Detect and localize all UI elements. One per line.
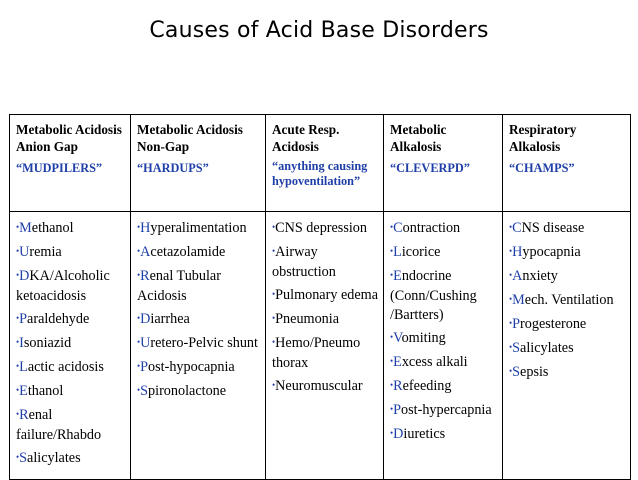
item-text: Pulmonary edema <box>275 287 378 303</box>
list-item <box>137 358 260 378</box>
list-item <box>137 243 260 263</box>
mnemonic-letter: C <box>393 220 403 236</box>
bullet-icon: • <box>16 452 20 462</box>
list-item <box>390 353 497 373</box>
item-text: iuretics <box>403 426 446 442</box>
mnemonic-letter: M <box>512 292 525 308</box>
bullet-icon: • <box>16 246 20 256</box>
item-text: ech. Ventilation <box>524 292 614 308</box>
item-text: alicylates <box>27 450 81 466</box>
mnemonic-letter: R <box>393 378 403 394</box>
bullet-icon: • <box>390 246 394 256</box>
list-item <box>16 382 125 402</box>
list-item <box>390 401 497 421</box>
item-text: araldehyde <box>27 311 90 327</box>
item-text: ontraction <box>402 220 461 236</box>
bullet-icon: • <box>390 428 394 438</box>
item-text: ost-hypocapnia <box>148 359 235 375</box>
bullet-icon: • <box>390 332 394 342</box>
list-item <box>509 291 625 311</box>
list-item <box>390 219 497 239</box>
item-text: Pneumonia <box>275 311 339 327</box>
bullet-icon: • <box>390 356 394 366</box>
mnemonic-letter: C <box>512 220 522 236</box>
bullet-icon: • <box>16 361 20 371</box>
list-item <box>509 339 625 359</box>
bullet-icon: • <box>272 313 276 323</box>
column-mnemonic: “CLEVERPD” <box>390 161 470 175</box>
items-cell <box>10 212 131 480</box>
bullet-icon: • <box>137 246 141 256</box>
list-item <box>390 425 497 445</box>
list-item <box>509 363 625 383</box>
bullet-icon: • <box>272 289 276 299</box>
mnemonic-letter: L <box>19 359 28 375</box>
mnemonic-letter: U <box>140 335 151 351</box>
column-mnemonic: “CHAMPS” <box>509 161 575 175</box>
mnemonic-letter: R <box>19 407 29 423</box>
bullet-icon: • <box>272 246 276 256</box>
header-row <box>10 115 631 212</box>
column-mnemonic: “HARDUPS” <box>137 161 209 175</box>
mnemonic-letter: L <box>393 244 402 260</box>
mnemonic-letter: R <box>140 268 150 284</box>
bullet-icon: • <box>16 270 20 280</box>
item-text: NS disease <box>521 220 585 236</box>
items-cell <box>384 212 503 480</box>
item-text: epsis <box>520 364 549 380</box>
item-text: icorice <box>401 244 441 260</box>
list-item <box>509 267 625 287</box>
items-cell <box>131 212 266 480</box>
mnemonic-letter: S <box>512 340 521 356</box>
bullet-icon: • <box>137 313 141 323</box>
column-title: Metabolic Acidosis Anion Gap <box>16 122 122 154</box>
item-text: cetazolamide <box>150 244 226 260</box>
mnemonic-letter: D <box>393 426 404 442</box>
item-text: actic acidosis <box>27 359 104 375</box>
item-text: Hemo/Pneumo thorax <box>272 335 361 371</box>
item-text: pironolactone <box>148 383 227 399</box>
bullet-icon: • <box>16 337 20 347</box>
list-item <box>16 406 125 445</box>
item-text: ndocrine (Conn/Cushing /Bartters) <box>390 268 477 323</box>
list-item <box>390 377 497 397</box>
bullet-icon: • <box>509 342 513 352</box>
mnemonic-letter: U <box>19 244 30 260</box>
column-title: Acute Resp. Acidosis <box>272 122 340 154</box>
item-text: rogesterone <box>520 316 587 332</box>
list-item <box>137 310 260 330</box>
item-text: efeeding <box>402 378 452 394</box>
items-row <box>10 212 631 480</box>
bullet-icon: • <box>137 385 141 395</box>
bullet-icon: • <box>390 380 394 390</box>
list-item <box>16 334 125 354</box>
mnemonic-letter: E <box>393 268 402 284</box>
bullet-icon: • <box>16 385 20 395</box>
item-text: enal failure/Rhabdo <box>16 407 102 443</box>
item-text: enal Tubular Acidosis <box>137 268 221 304</box>
bullet-icon: • <box>390 270 394 280</box>
item-text: Airway obstruction <box>272 244 336 280</box>
mnemonic-letter: D <box>140 311 151 327</box>
header-cell-metabolic-alkalosis <box>384 115 503 212</box>
item-text: alicylates <box>520 340 574 356</box>
mnemonic-letter: H <box>140 220 151 236</box>
item-text: ethanol <box>31 220 74 236</box>
mnemonic-letter: E <box>393 354 402 370</box>
item-text: yperalimentation <box>150 220 247 236</box>
list-item <box>272 286 378 306</box>
list-item <box>509 219 625 239</box>
header-cell-anion-gap <box>10 115 131 212</box>
column-title: Respiratory Alkalosis <box>509 122 577 154</box>
bullet-icon: • <box>390 222 394 232</box>
list-item <box>16 310 125 330</box>
mnemonic-letter: S <box>140 383 149 399</box>
mnemonic-letter: P <box>393 402 402 418</box>
list-item <box>16 219 125 239</box>
column-title: Metabolic Alkalosis <box>390 122 447 154</box>
list-item <box>16 267 125 306</box>
list-item <box>16 449 125 469</box>
bullet-icon: • <box>509 318 513 328</box>
item-text: KA/Alcoholic ketoacidosis <box>16 268 110 304</box>
item-text: iarrhea <box>150 311 190 327</box>
bullet-icon: • <box>509 270 513 280</box>
mnemonic-letter: D <box>19 268 30 284</box>
mnemonic-letter: E <box>19 383 28 399</box>
list-item <box>137 334 260 354</box>
items-cell <box>266 212 384 480</box>
mnemonic-letter: A <box>512 268 523 284</box>
item-text: Neuromuscular <box>275 378 363 394</box>
bullet-icon: • <box>16 313 20 323</box>
item-text: soniazid <box>23 335 72 351</box>
list-item <box>137 219 260 239</box>
mnemonic-letter: S <box>19 450 28 466</box>
header-cell-non-gap <box>131 115 266 212</box>
mnemonic-letter: H <box>512 244 523 260</box>
causes-table <box>9 114 631 480</box>
item-text: thanol <box>27 383 64 399</box>
bullet-icon: • <box>509 366 513 376</box>
list-item <box>272 243 378 282</box>
item-text: retero-Pelvic shunt <box>150 335 258 351</box>
list-item <box>16 358 125 378</box>
list-item <box>137 382 260 402</box>
bullet-icon: • <box>272 222 276 232</box>
mnemonic-letter: V <box>393 330 402 346</box>
list-item <box>137 267 260 306</box>
bullet-icon: • <box>509 246 513 256</box>
column-mnemonic: “MUDPILERS” <box>16 161 103 175</box>
mnemonic-letter: P <box>19 311 28 327</box>
list-item <box>272 310 378 330</box>
list-item <box>390 243 497 263</box>
bullet-icon: • <box>272 380 276 390</box>
item-text: ost-hypercapnia <box>401 402 492 418</box>
item-text: xcess alkali <box>401 354 468 370</box>
mnemonic-letter: P <box>140 359 149 375</box>
bullet-icon: • <box>16 222 20 232</box>
items-cell <box>503 212 631 480</box>
bullet-icon: • <box>16 409 20 419</box>
header-cell-resp-acidosis <box>266 115 384 212</box>
item-text: CNS depression <box>275 220 367 236</box>
slide-title: Causes of Acid Base Disorders <box>149 18 489 43</box>
bullet-icon: • <box>390 404 394 414</box>
list-item <box>390 329 497 349</box>
item-text: omiting <box>401 330 446 346</box>
mnemonic-letter: I <box>19 335 24 351</box>
list-item <box>272 377 378 397</box>
bullet-icon: • <box>509 294 513 304</box>
mnemonic-letter: P <box>512 316 521 332</box>
header-cell-resp-alkalosis <box>503 115 631 212</box>
bullet-icon: • <box>137 361 141 371</box>
list-item <box>509 315 625 335</box>
list-item <box>390 267 497 325</box>
bullet-icon: • <box>137 337 141 347</box>
column-mnemonic: “anything causing hypoventilation” <box>272 159 368 188</box>
item-text: ypocapnia <box>522 244 581 260</box>
bullet-icon: • <box>509 222 513 232</box>
list-item <box>272 334 378 373</box>
mnemonic-letter: S <box>512 364 521 380</box>
bullet-icon: • <box>137 270 141 280</box>
list-item <box>509 243 625 263</box>
list-item <box>16 243 125 263</box>
item-text: remia <box>29 244 62 260</box>
bullet-icon: • <box>272 337 276 347</box>
mnemonic-letter: A <box>140 244 151 260</box>
item-text: nxiety <box>522 268 558 284</box>
list-item <box>272 219 378 239</box>
column-title: Metabolic Acidosis Non-Gap <box>137 122 243 154</box>
mnemonic-letter: M <box>19 220 32 236</box>
bullet-icon: • <box>137 222 141 232</box>
